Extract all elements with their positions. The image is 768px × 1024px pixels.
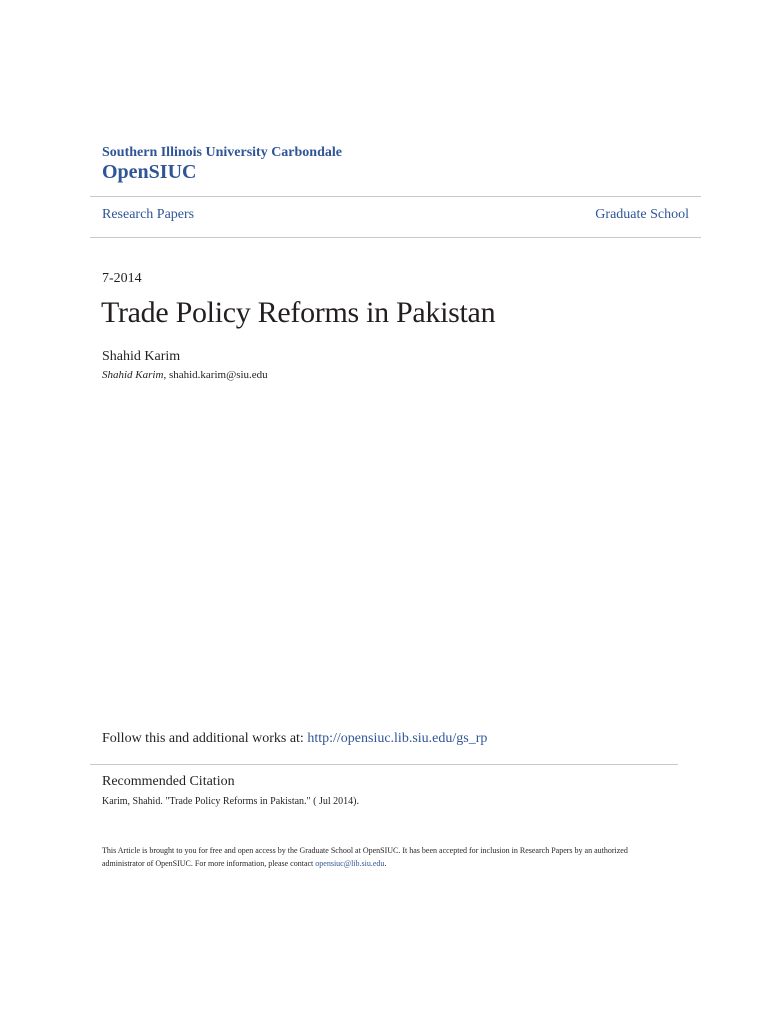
citation-heading: Recommended Citation bbox=[102, 774, 235, 789]
access-notice bbox=[102, 844, 672, 870]
author-name: Shahid Karim bbox=[102, 349, 181, 364]
follow-works bbox=[102, 731, 487, 747]
article-title: Trade Policy Reforms in Pakistan bbox=[101, 296, 496, 329]
contact-email-link[interactable]: opensiuc@lib.siu.edu bbox=[315, 859, 385, 868]
publication-date: 7-2014 bbox=[102, 271, 142, 286]
collection-link[interactable]: http://opensiuc.lib.siu.edu/gs_rp bbox=[307, 731, 488, 746]
author-contact bbox=[102, 369, 268, 381]
institution-name: Southern Illinois University Carbondale bbox=[102, 145, 342, 160]
follow-label: Follow this and additional works at: bbox=[102, 731, 308, 746]
header-divider-top bbox=[90, 196, 701, 197]
author-name-italic: Shahid Karim bbox=[102, 369, 164, 381]
notice-text: This Article is brought to you for free and open access by the Graduate School at OpenSIUC. It has been accepted for inclusion in Research Papers by an authorized administrator of OpenSIUC. For more information, please contact bbox=[102, 846, 628, 868]
citation-text: Karim, Shahid. "Trade Policy Reforms in Pakistan." ( Jul 2014). bbox=[102, 796, 359, 807]
repository-name[interactable]: OpenSIUC bbox=[102, 161, 197, 183]
research-papers-link[interactable]: Research Papers bbox=[102, 207, 195, 222]
graduate-school-link[interactable]: Graduate School bbox=[595, 207, 689, 222]
header-divider-bottom bbox=[90, 237, 701, 238]
citation-divider bbox=[90, 764, 678, 765]
notice-end: . bbox=[384, 859, 387, 868]
author-email: , shahid.karim@siu.edu bbox=[163, 369, 268, 381]
